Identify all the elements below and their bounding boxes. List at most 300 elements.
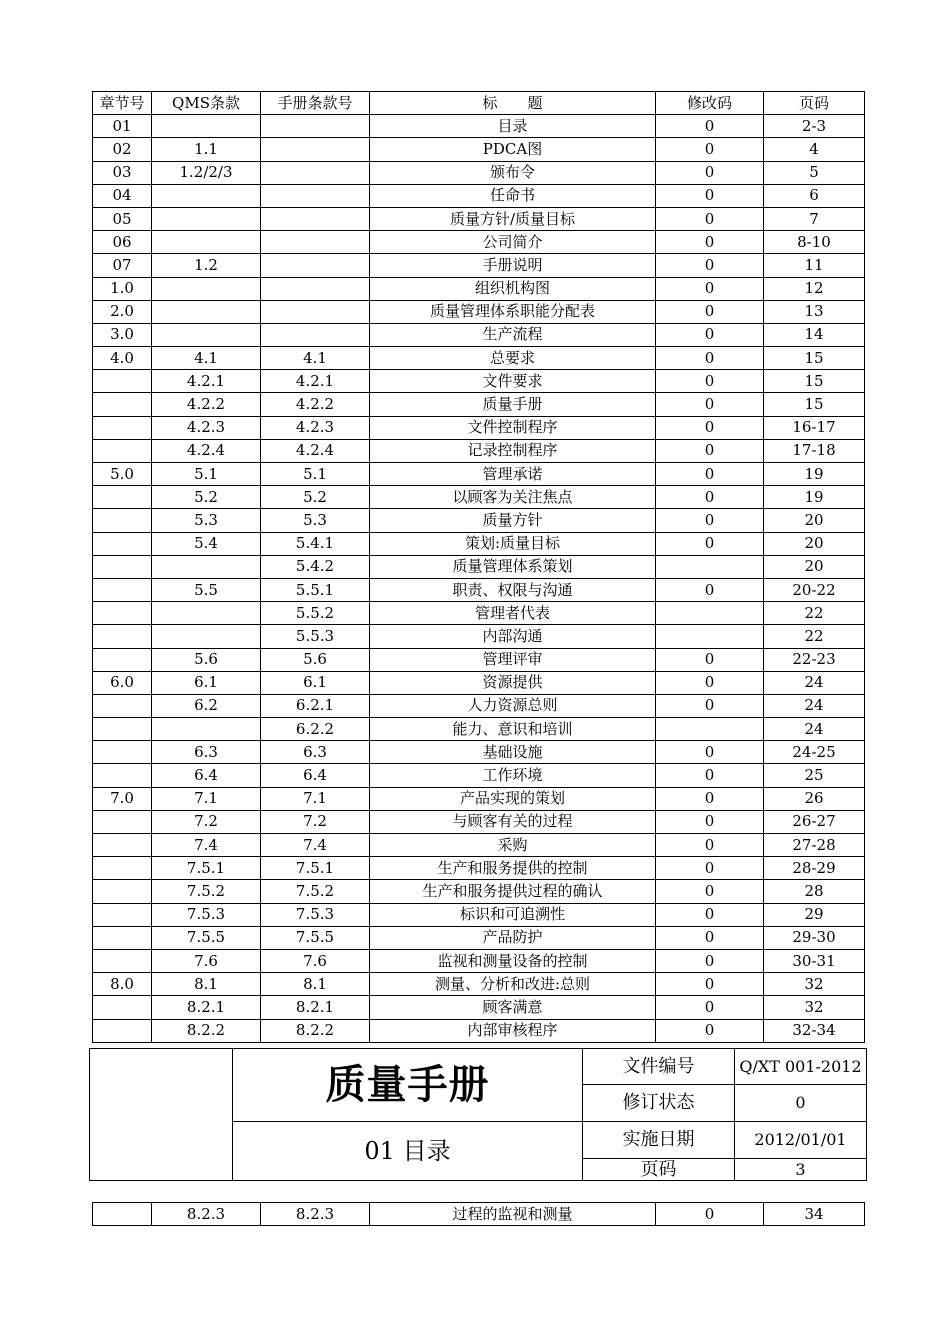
revision-cell: 0 [656, 648, 764, 671]
page-cell: 2-3 [764, 115, 865, 138]
table-row [93, 625, 865, 648]
manual-clause-cell [261, 231, 370, 254]
document-footer-block [89, 1048, 867, 1181]
manual-clause-cell: 5.5.3 [261, 625, 370, 648]
table-row [93, 254, 865, 277]
page-cell: 22-23 [764, 648, 865, 671]
table-row [93, 416, 865, 439]
table-row [93, 602, 865, 625]
chapter-cell [93, 578, 152, 601]
revision-cell: 0 [656, 741, 764, 764]
manual-clause-cell: 5.4.1 [261, 532, 370, 555]
chapter-cell [93, 439, 152, 462]
qms-clause-cell: 7.5.1 [152, 857, 261, 880]
revision-cell: 0 [656, 184, 764, 207]
title-cell: 采购 [370, 834, 656, 857]
page-value: 3 [735, 1159, 867, 1181]
chapter-cell [93, 555, 152, 578]
effective-date-label: 实施日期 [583, 1122, 735, 1159]
chapter-cell: 4.0 [93, 347, 152, 370]
manual-clause-cell: 6.2.1 [261, 694, 370, 717]
table-row [93, 463, 865, 486]
chapter-cell [93, 764, 152, 787]
title-cell: 测量、分析和改进:总则 [370, 973, 656, 996]
qms-clause-cell [152, 184, 261, 207]
page-cell: 20 [764, 509, 865, 532]
manual-clause-cell: 4.2.3 [261, 416, 370, 439]
title-cell: 公司简介 [370, 231, 656, 254]
manual-clause-cell: 6.4 [261, 764, 370, 787]
manual-clause-cell: 8.1 [261, 973, 370, 996]
manual-clause-cell: 5.3 [261, 509, 370, 532]
chapter-cell: 3.0 [93, 323, 152, 346]
page-cell: 19 [764, 486, 865, 509]
title-cell: 颁布令 [370, 161, 656, 184]
chapter-cell [93, 880, 152, 903]
qms-clause-cell: 7.2 [152, 810, 261, 833]
page-cell: 14 [764, 323, 865, 346]
table-row [93, 138, 865, 161]
qms-clause-cell [152, 231, 261, 254]
manual-clause-cell: 5.6 [261, 648, 370, 671]
chapter-cell: 04 [93, 184, 152, 207]
page-cell: 8-10 [764, 231, 865, 254]
manual-clause-cell: 6.1 [261, 671, 370, 694]
title-cell: 顾客满意 [370, 996, 656, 1019]
effective-date-value: 2012/01/01 [735, 1122, 867, 1159]
doc-number-value: Q/XT 001-2012 [735, 1049, 867, 1085]
manual-clause-cell: 7.5.5 [261, 926, 370, 949]
title-cell: 记录控制程序 [370, 439, 656, 462]
page-cell: 17-18 [764, 439, 865, 462]
revision-cell: 0 [656, 161, 764, 184]
manual-clause-cell: 5.4.2 [261, 555, 370, 578]
revision-cell: 0 [656, 416, 764, 439]
title-cell: 质量方针 [370, 509, 656, 532]
qms-clause-cell: 4.2.3 [152, 416, 261, 439]
revision-cell: 0 [656, 463, 764, 486]
revision-cell: 0 [656, 694, 764, 717]
manual-clause-cell [261, 138, 370, 161]
qms-clause-cell: 1.2/2/3 [152, 161, 261, 184]
table-row [93, 741, 865, 764]
manual-clause-cell: 7.5.3 [261, 903, 370, 926]
qms-clause-cell [152, 300, 261, 323]
page-cell: 32-34 [764, 1019, 865, 1042]
table-row [93, 1203, 865, 1226]
manual-clause-cell [261, 254, 370, 277]
chapter-cell [93, 694, 152, 717]
qms-clause-cell: 6.4 [152, 764, 261, 787]
qms-clause-cell: 1.2 [152, 254, 261, 277]
revision-cell: 0 [656, 880, 764, 903]
table-row [93, 857, 865, 880]
manual-clause-cell: 8.2.1 [261, 996, 370, 1019]
page-cell: 15 [764, 347, 865, 370]
table-row [93, 532, 865, 555]
revision-cell: 0 [656, 532, 764, 555]
page-cell: 34 [764, 1203, 865, 1226]
qms-clause-cell: 8.2.3 [152, 1203, 261, 1226]
revision-cell: 0 [656, 115, 764, 138]
table-row [93, 231, 865, 254]
title-cell: 生产和服务提供的控制 [370, 857, 656, 880]
chapter-cell: 1.0 [93, 277, 152, 300]
revision-cell: 0 [656, 578, 764, 601]
revision-cell [656, 555, 764, 578]
qms-clause-cell [152, 718, 261, 741]
page-cell: 29 [764, 903, 865, 926]
table-row [93, 347, 865, 370]
revision-value: 0 [735, 1085, 867, 1122]
table-header-row [93, 92, 865, 115]
chapter-cell [93, 949, 152, 972]
chapter-cell: 5.0 [93, 463, 152, 486]
page-cell: 20 [764, 555, 865, 578]
title-cell: 与顾客有关的过程 [370, 810, 656, 833]
table-row [93, 671, 865, 694]
table-row [93, 949, 865, 972]
header-qms-clause: QMS条款 [152, 92, 261, 115]
qms-clause-cell [152, 625, 261, 648]
table-row [93, 207, 865, 230]
manual-clause-cell: 7.6 [261, 949, 370, 972]
page-cell: 4 [764, 138, 865, 161]
manual-clause-cell: 6.2.2 [261, 718, 370, 741]
title-cell: 策划:质量目标 [370, 532, 656, 555]
chapter-cell [93, 648, 152, 671]
page-label: 页码 [583, 1159, 735, 1181]
table-row [93, 764, 865, 787]
chapter-cell [93, 370, 152, 393]
table-row [93, 439, 865, 462]
chapter-cell [93, 393, 152, 416]
table-row [93, 115, 865, 138]
revision-cell: 0 [656, 857, 764, 880]
page-cell: 13 [764, 300, 865, 323]
title-cell: 质量管理体系职能分配表 [370, 300, 656, 323]
title-cell: 组织机构图 [370, 277, 656, 300]
toc-continuation-table [92, 1202, 865, 1226]
qms-clause-cell: 7.5.5 [152, 926, 261, 949]
title-cell: 工作环境 [370, 764, 656, 787]
page-cell: 28 [764, 880, 865, 903]
title-cell: 手册说明 [370, 254, 656, 277]
chapter-cell [93, 996, 152, 1019]
page-cell: 15 [764, 370, 865, 393]
chapter-cell [93, 903, 152, 926]
manual-clause-cell: 8.2.2 [261, 1019, 370, 1042]
header-manual-clause: 手册条款号 [261, 92, 370, 115]
qms-clause-cell: 8.1 [152, 973, 261, 996]
chapter-cell [93, 602, 152, 625]
table-row [93, 323, 865, 346]
revision-cell [656, 602, 764, 625]
title-cell: 生产和服务提供过程的确认 [370, 880, 656, 903]
header-chapter: 章节号 [93, 92, 152, 115]
page-cell: 26 [764, 787, 865, 810]
title-cell: 文件控制程序 [370, 416, 656, 439]
qms-clause-cell: 7.6 [152, 949, 261, 972]
qms-clause-cell: 7.1 [152, 787, 261, 810]
title-cell: 产品防护 [370, 926, 656, 949]
page-cell: 22 [764, 602, 865, 625]
section-title: 01 目录 [233, 1122, 583, 1181]
title-cell: 文件要求 [370, 370, 656, 393]
chapter-cell: 8.0 [93, 973, 152, 996]
qms-clause-cell [152, 207, 261, 230]
chapter-cell [93, 1019, 152, 1042]
qms-clause-cell: 8.2.2 [152, 1019, 261, 1042]
title-cell: 产品实现的策划 [370, 787, 656, 810]
chapter-cell [93, 718, 152, 741]
title-cell: 资源提供 [370, 671, 656, 694]
revision-cell: 0 [656, 323, 764, 346]
title-cell: 任命书 [370, 184, 656, 207]
page-cell: 22 [764, 625, 865, 648]
qms-clause-cell: 5.3 [152, 509, 261, 532]
page-cell: 30-31 [764, 949, 865, 972]
title-cell: 质量方针/质量目标 [370, 207, 656, 230]
doc-number-label: 文件编号 [583, 1049, 735, 1085]
chapter-cell [93, 926, 152, 949]
title-cell: 目录 [370, 115, 656, 138]
revision-cell: 0 [656, 996, 764, 1019]
qms-clause-cell: 6.3 [152, 741, 261, 764]
title-cell: 内部审核程序 [370, 1019, 656, 1042]
title-cell: 标识和可追溯性 [370, 903, 656, 926]
chapter-cell: 07 [93, 254, 152, 277]
qms-clause-cell: 7.4 [152, 834, 261, 857]
table-row [93, 810, 865, 833]
qms-clause-cell [152, 323, 261, 346]
title-cell: 管理评审 [370, 648, 656, 671]
title-cell: 监视和测量设备的控制 [370, 949, 656, 972]
qms-clause-cell: 6.1 [152, 671, 261, 694]
toc-table [92, 91, 865, 1043]
table-row [93, 161, 865, 184]
title-cell: 基础设施 [370, 741, 656, 764]
qms-clause-cell: 4.2.4 [152, 439, 261, 462]
page-cell: 24 [764, 694, 865, 717]
page-cell: 7 [764, 207, 865, 230]
page-cell: 15 [764, 393, 865, 416]
manual-clause-cell [261, 207, 370, 230]
title-cell: 职责、权限与沟通 [370, 578, 656, 601]
manual-clause-cell [261, 184, 370, 207]
title-cell: 内部沟通 [370, 625, 656, 648]
revision-cell: 0 [656, 509, 764, 532]
page-cell: 27-28 [764, 834, 865, 857]
table-row [93, 370, 865, 393]
manual-clause-cell [261, 300, 370, 323]
manual-clause-cell: 4.2.1 [261, 370, 370, 393]
manual-clause-cell: 4.2.2 [261, 393, 370, 416]
page-cell: 5 [764, 161, 865, 184]
continuation-body [93, 1203, 865, 1226]
manual-clause-cell: 8.2.3 [261, 1203, 370, 1226]
title-cell: 管理承诺 [370, 463, 656, 486]
title-cell: 过程的监视和测量 [370, 1203, 656, 1226]
revision-cell: 0 [656, 903, 764, 926]
revision-cell: 0 [656, 207, 764, 230]
qms-clause-cell [152, 602, 261, 625]
logo-area [90, 1049, 233, 1181]
manual-clause-cell: 7.4 [261, 834, 370, 857]
title-cell: 质量手册 [370, 393, 656, 416]
chapter-cell [93, 810, 152, 833]
qms-clause-cell: 7.5.3 [152, 903, 261, 926]
page-cell: 24-25 [764, 741, 865, 764]
title-cell: 质量管理体系策划 [370, 555, 656, 578]
title-cell: 生产流程 [370, 323, 656, 346]
qms-clause-cell: 5.5 [152, 578, 261, 601]
chapter-cell [93, 509, 152, 532]
manual-clause-cell: 7.1 [261, 787, 370, 810]
manual-clause-cell: 5.5.2 [261, 602, 370, 625]
qms-clause-cell [152, 115, 261, 138]
revision-cell: 0 [656, 1203, 764, 1226]
revision-cell [656, 625, 764, 648]
title-cell: 管理者代表 [370, 602, 656, 625]
qms-clause-cell: 1.1 [152, 138, 261, 161]
manual-title: 质量手册 [233, 1049, 583, 1122]
chapter-cell: 2.0 [93, 300, 152, 323]
table-row [93, 393, 865, 416]
page-cell: 32 [764, 973, 865, 996]
page-cell: 24 [764, 671, 865, 694]
table-row [93, 880, 865, 903]
table-row [93, 648, 865, 671]
chapter-cell: 6.0 [93, 671, 152, 694]
page-cell: 26-27 [764, 810, 865, 833]
revision-cell: 0 [656, 300, 764, 323]
manual-clause-cell: 4.2.4 [261, 439, 370, 462]
table-row [93, 973, 865, 996]
qms-clause-cell [152, 277, 261, 300]
revision-cell: 0 [656, 486, 764, 509]
chapter-cell: 06 [93, 231, 152, 254]
chapter-cell [93, 834, 152, 857]
page-cell: 6 [764, 184, 865, 207]
qms-clause-cell: 4.2.2 [152, 393, 261, 416]
revision-cell: 0 [656, 1019, 764, 1042]
chapter-cell [93, 857, 152, 880]
manual-clause-cell [261, 161, 370, 184]
table-row [93, 834, 865, 857]
manual-clause-cell: 5.5.1 [261, 578, 370, 601]
revision-cell: 0 [656, 231, 764, 254]
qms-clause-cell: 8.2.1 [152, 996, 261, 1019]
toc-body [93, 115, 865, 1043]
page-cell: 20-22 [764, 578, 865, 601]
table-row [93, 903, 865, 926]
page-cell: 16-17 [764, 416, 865, 439]
page-cell: 25 [764, 764, 865, 787]
title-cell: PDCA图 [370, 138, 656, 161]
table-row [93, 1019, 865, 1042]
title-cell: 总要求 [370, 347, 656, 370]
page-cell: 19 [764, 463, 865, 486]
table-row [93, 509, 865, 532]
title-cell: 以顾客为关注焦点 [370, 486, 656, 509]
chapter-cell [93, 416, 152, 439]
table-row [93, 718, 865, 741]
revision-cell: 0 [656, 949, 764, 972]
page-cell: 24 [764, 718, 865, 741]
qms-clause-cell: 5.2 [152, 486, 261, 509]
table-row [93, 578, 865, 601]
manual-clause-cell [261, 277, 370, 300]
table-row [93, 694, 865, 717]
manual-clause-cell: 7.5.1 [261, 857, 370, 880]
chapter-cell [93, 1203, 152, 1226]
manual-clause-cell: 7.5.2 [261, 880, 370, 903]
chapter-cell [93, 532, 152, 555]
qms-clause-cell: 4.2.1 [152, 370, 261, 393]
revision-cell: 0 [656, 834, 764, 857]
chapter-cell: 02 [93, 138, 152, 161]
chapter-cell [93, 741, 152, 764]
manual-clause-cell: 7.2 [261, 810, 370, 833]
revision-cell: 0 [656, 810, 764, 833]
qms-clause-cell: 5.1 [152, 463, 261, 486]
page-cell: 29-30 [764, 926, 865, 949]
revision-label: 修订状态 [583, 1085, 735, 1122]
table-row [93, 926, 865, 949]
table-row [93, 787, 865, 810]
revision-cell: 0 [656, 254, 764, 277]
revision-cell: 0 [656, 671, 764, 694]
qms-clause-cell: 7.5.2 [152, 880, 261, 903]
qms-clause-cell [152, 555, 261, 578]
revision-cell [656, 718, 764, 741]
revision-cell: 0 [656, 347, 764, 370]
manual-clause-cell [261, 115, 370, 138]
manual-clause-cell: 6.3 [261, 741, 370, 764]
table-row [93, 300, 865, 323]
revision-cell: 0 [656, 370, 764, 393]
page-cell: 32 [764, 996, 865, 1019]
chapter-cell: 03 [93, 161, 152, 184]
title-cell: 人力资源总则 [370, 694, 656, 717]
chapter-cell: 05 [93, 207, 152, 230]
revision-cell: 0 [656, 393, 764, 416]
table-row [93, 184, 865, 207]
manual-clause-cell [261, 323, 370, 346]
table-row [93, 996, 865, 1019]
page-cell: 12 [764, 277, 865, 300]
page-cell: 20 [764, 532, 865, 555]
revision-cell: 0 [656, 277, 764, 300]
qms-clause-cell: 5.4 [152, 532, 261, 555]
chapter-cell: 01 [93, 115, 152, 138]
manual-clause-cell: 4.1 [261, 347, 370, 370]
table-row [93, 555, 865, 578]
manual-clause-cell: 5.2 [261, 486, 370, 509]
header-page: 页码 [764, 92, 865, 115]
revision-cell: 0 [656, 787, 764, 810]
revision-cell: 0 [656, 138, 764, 161]
qms-clause-cell: 5.6 [152, 648, 261, 671]
page-cell: 28-29 [764, 857, 865, 880]
revision-cell: 0 [656, 439, 764, 462]
table-row [93, 486, 865, 509]
revision-cell: 0 [656, 764, 764, 787]
qms-clause-cell: 4.1 [152, 347, 261, 370]
chapter-cell: 7.0 [93, 787, 152, 810]
chapter-cell [93, 625, 152, 648]
